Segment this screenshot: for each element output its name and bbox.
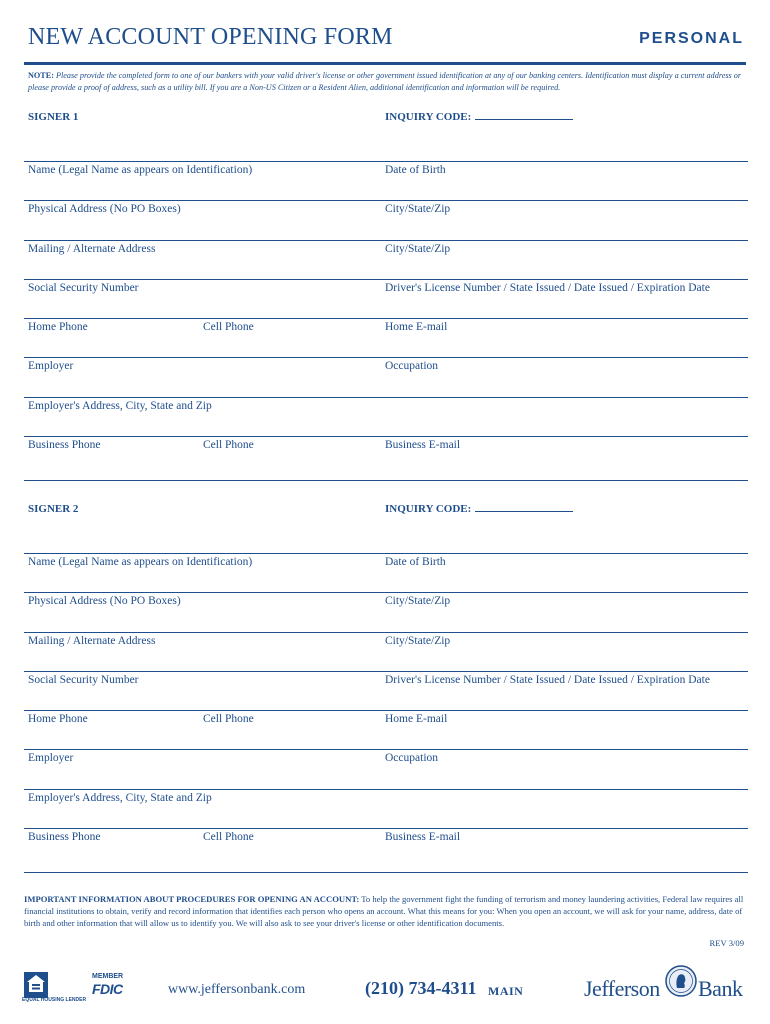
phone-label: MAIN — [488, 984, 524, 998]
field-line — [24, 161, 748, 162]
field-line — [24, 828, 748, 829]
ssn-field[interactable]: Social Security Number — [28, 282, 139, 294]
field-line — [24, 671, 748, 672]
field-line — [24, 357, 748, 358]
note-paragraph — [28, 70, 744, 94]
inquiry-code-label: INQUIRY CODE: — [385, 111, 472, 123]
mailing-address-field[interactable]: Mailing / Alternate Address — [28, 635, 156, 647]
inquiry-code-label: INQUIRY CODE: — [385, 503, 472, 515]
employer-address-field[interactable]: Employer's Address, City, State and Zip — [28, 792, 212, 804]
fdic-member-label: MEMBER — [92, 973, 124, 980]
note-text: Please provide the completed form to one of our bankers with your valid driver's license or other government issued identification at any of our banking centers. Identification must display a current address or please provide a proof of address, such as a utility bill. If you are a Non-US Citizen or a Resident Alien, additional identification and information will be required. — [28, 71, 742, 92]
section-divider — [24, 480, 748, 481]
business-phone-field[interactable]: Business Phone — [28, 831, 101, 843]
employer-field[interactable]: Employer — [28, 752, 74, 764]
business-phone-field[interactable]: Business Phone — [28, 439, 101, 451]
form-type-tag: PERSONAL — [639, 30, 744, 47]
business-cell-phone-field[interactable]: Cell Phone — [203, 439, 254, 451]
fdic-logo: FDIC — [92, 981, 123, 997]
business-email-field[interactable]: Business E-mail — [385, 439, 461, 451]
field-line — [24, 318, 748, 319]
dob-field[interactable]: Date of Birth — [385, 164, 446, 176]
header-rule — [24, 62, 746, 65]
home-phone-field[interactable]: Home Phone — [28, 713, 88, 725]
important-info-paragraph — [24, 893, 746, 929]
section-divider — [24, 872, 748, 873]
home-email-field[interactable]: Home E-mail — [385, 321, 448, 333]
physical-address-field[interactable]: Physical Address (No PO Boxes) — [28, 203, 181, 215]
field-line — [24, 749, 748, 750]
coin-portrait-icon — [664, 964, 698, 998]
bank-name-bank: Bank — [698, 976, 743, 1001]
important-info-text: To help the government fight the funding of terrorism and money laundering activities, Federal law requires all financial institutions to obtain, verify and record information that identifies each person who opens an account. What this means for you: When you open an account, we will ask for your name, address, date of birth and other information that will allow us to identify you. We will also ask to see your driver's license or other identification documents. — [24, 894, 744, 928]
field-line — [24, 397, 748, 398]
signer-1-inquiry-code[interactable] — [385, 111, 573, 123]
employer-address-field[interactable]: Employer's Address, City, State and Zip — [28, 400, 212, 412]
occupation-field[interactable]: Occupation — [385, 360, 439, 372]
drivers-license-field[interactable]: Driver's License Number / State Issued / Date Issued / Expiration Date — [385, 282, 710, 294]
physical-address-field[interactable]: Physical Address (No PO Boxes) — [28, 595, 181, 607]
phone-number: (210) 734-4311 — [365, 978, 477, 998]
equal-housing-lender-text: EQUAL HOUSING LENDER — [22, 997, 87, 1003]
mailing-city-state-zip-field[interactable]: City/State/Zip — [385, 635, 451, 647]
field-line — [24, 710, 748, 711]
bank-name-jefferson: Jefferson — [584, 976, 660, 1001]
field-line — [24, 553, 748, 554]
field-line — [24, 592, 748, 593]
business-cell-phone-field[interactable]: Cell Phone — [203, 831, 254, 843]
city-state-zip-field[interactable]: City/State/Zip — [385, 203, 451, 215]
note-label: NOTE: — [28, 71, 54, 80]
form-title: NEW ACCOUNT OPENING FORM — [28, 24, 393, 50]
city-state-zip-field[interactable]: City/State/Zip — [385, 595, 451, 607]
mailing-city-state-zip-field[interactable]: City/State/Zip — [385, 243, 451, 255]
occupation-field[interactable]: Occupation — [385, 752, 439, 764]
home-phone-field[interactable]: Home Phone — [28, 321, 88, 333]
inquiry-code-line[interactable] — [475, 510, 573, 512]
business-email-field[interactable]: Business E-mail — [385, 831, 461, 843]
ssn-field[interactable]: Social Security Number — [28, 674, 139, 686]
field-line — [24, 632, 748, 633]
signer-2-inquiry-code[interactable] — [385, 503, 573, 515]
name-field[interactable]: Name (Legal Name as appears on Identification) — [28, 556, 253, 568]
name-field[interactable]: Name (Legal Name as appears on Identification) — [28, 164, 253, 176]
field-line — [24, 240, 748, 241]
signer-2-heading: SIGNER 2 — [28, 503, 79, 515]
dob-field[interactable]: Date of Birth — [385, 556, 446, 568]
equal-housing-lender-icon — [24, 972, 48, 998]
field-line — [24, 200, 748, 201]
field-line — [24, 279, 748, 280]
revision-label: REV 3/09 — [709, 938, 744, 948]
signer-1-heading: SIGNER 1 — [28, 111, 79, 123]
employer-field[interactable]: Employer — [28, 360, 74, 372]
inquiry-code-line[interactable] — [475, 118, 573, 120]
field-line — [24, 789, 748, 790]
cell-phone-field[interactable]: Cell Phone — [203, 321, 254, 333]
website-link[interactable]: www.jeffersonbank.com — [168, 982, 306, 997]
field-line — [24, 436, 748, 437]
cell-phone-field[interactable]: Cell Phone — [203, 713, 254, 725]
drivers-license-field[interactable]: Driver's License Number / State Issued / Date Issued / Expiration Date — [385, 674, 710, 686]
mailing-address-field[interactable]: Mailing / Alternate Address — [28, 243, 156, 255]
home-email-field[interactable]: Home E-mail — [385, 713, 448, 725]
important-info-label: IMPORTANT INFORMATION ABOUT PROCEDURES FOR OPENING AN ACCOUNT: — [24, 894, 360, 904]
